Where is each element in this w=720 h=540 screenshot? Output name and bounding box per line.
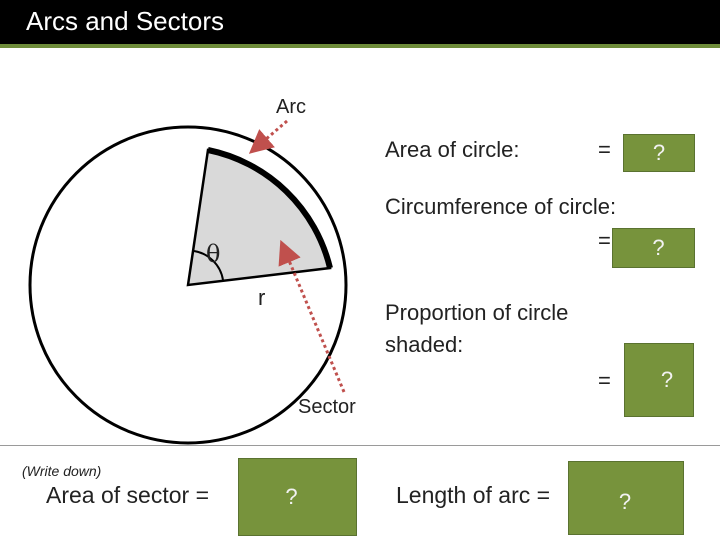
proportion-label-line1: Proportion of circle [385,300,569,325]
arc-length-label: Length of arc = [396,482,551,508]
area-circle-label: Area of circle: [385,137,520,162]
area-circle-answer: ? [652,140,666,165]
circumference-equals: = [598,228,611,253]
area-sector-answer: ? [285,484,298,509]
area-sector-label: Area of sector = [46,482,209,508]
arc-length-answer: ? [618,489,632,514]
slide-title: Arcs and Sectors [26,6,224,36]
arc-label: Arc [276,96,306,118]
section-divider [0,445,720,446]
arc-pointer-arrow [258,121,287,146]
proportion-equals: = [598,368,611,393]
area-sector-answer-box[interactable] [238,458,357,536]
theta-label: θ [206,240,221,268]
sector-label: Sector [298,396,356,418]
proportion-answer-box[interactable] [624,343,694,417]
radius-label: r [258,285,266,310]
write-down-note: (Write down) [22,463,102,479]
arc-length-answer-box[interactable] [568,461,684,535]
circumference-label: Circumference of circle: [385,194,617,219]
area-circle-answer-box[interactable] [623,134,695,172]
proportion-label-line2: shaded: [385,332,464,357]
circumference-answer: ? [652,235,665,260]
area-circle-equals: = [598,137,611,162]
proportion-answer: ? [660,367,674,392]
circumference-answer-box[interactable] [612,228,695,268]
